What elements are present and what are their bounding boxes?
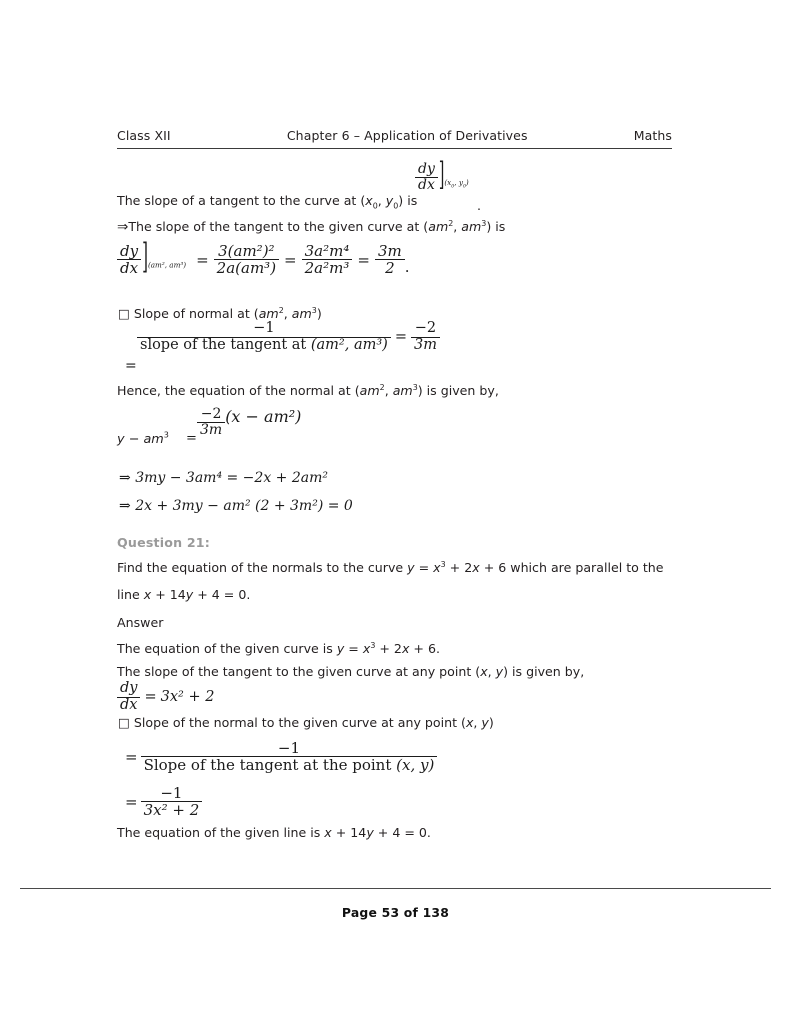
text-am3-base: am (461, 219, 482, 234)
text-x-var-2: x (401, 641, 410, 656)
text-minus: − (124, 432, 144, 447)
text-question-pre: Find the equation of the normals to the curve (117, 560, 408, 575)
question-label: Question 21: (117, 535, 211, 550)
expression-x-minus-am2: (x − am²) (225, 407, 302, 426)
fraction-numerator: 3(am²)² (218, 242, 275, 260)
fraction-denominator: 2a²m³ (302, 259, 353, 276)
formula-step-2 (119, 498, 353, 514)
text-y-var: y (481, 715, 489, 730)
paragraph-hence-normal-equation (117, 380, 499, 399)
formula-step-1 (119, 470, 328, 486)
fraction-dy-dx-2 (117, 243, 141, 276)
formula-dydx-equals (117, 680, 214, 713)
text-y-var: y (366, 825, 374, 840)
fraction-numerator: −2 (200, 406, 222, 422)
page-header (117, 128, 672, 143)
paragraph-given-line-equation (117, 822, 431, 841)
equals-sign: = (394, 329, 407, 346)
equals-sign: = (144, 689, 157, 706)
fraction-numerator: 3m (377, 242, 402, 260)
text-hence-pre: Hence, the equation of the normal at ( (117, 383, 360, 398)
text-am3-exp: 3 (311, 305, 317, 315)
text-x-exp: 3 (440, 559, 446, 569)
fraction-numerator: −1 (160, 784, 183, 802)
text-slope-tangent-pre: The slope of a tangent to the curve at ( (117, 193, 366, 208)
equals-sign: = (284, 250, 297, 269)
text-plus-14: + 14 (331, 825, 367, 840)
fraction-denominator: 2 (375, 259, 405, 276)
text-x0-sub: 0 (372, 201, 378, 211)
text-am2-exp: 2 (278, 305, 284, 315)
paragraph-given-curve-equation (117, 638, 440, 657)
text-y-var: y (185, 587, 194, 602)
fraction-minus1-over-3x2plus2 (141, 785, 203, 818)
text-x-var-2: x (472, 560, 480, 575)
text-y-var: y (407, 560, 415, 575)
equals-sign: = (125, 747, 138, 766)
fraction-second (302, 243, 353, 276)
text-x-var: x (143, 587, 152, 602)
fraction-denominator: dx (415, 177, 438, 193)
subscript-point-x0y0: (x0, y0) (444, 178, 469, 190)
text-equals: = (344, 641, 363, 656)
fraction-dy-dx-3 (117, 681, 140, 713)
implies-arrow-icon: ⇒ (117, 219, 129, 235)
text-x-exp: 3 (370, 640, 376, 650)
text-x-var: x (465, 715, 474, 730)
text-given-curve-pre: The equation of the given curve is (117, 641, 337, 656)
text-question-tail: + 6 which are parallel to the (479, 560, 664, 575)
text-hence-post: ) is given by, (417, 383, 499, 398)
text-x0-var: x (365, 193, 373, 208)
formula-tangent-slope-evaluation (117, 235, 410, 278)
equals-sign: = (186, 431, 197, 446)
text-slope-tangent-post: ) is (398, 193, 418, 208)
fraction-numerator: dy (418, 161, 435, 177)
fraction-normal-slope (137, 321, 391, 353)
dydx-group (117, 235, 187, 278)
question-21-line-1 (117, 557, 664, 576)
denominator-text: Slope of the tangent at the point (143, 756, 392, 775)
fraction-dy-dx (415, 162, 438, 193)
fraction-minus2-over-3m (411, 321, 440, 353)
fraction-numerator: dy (120, 680, 138, 696)
text-close-paren: ) (316, 306, 322, 321)
formula-normal-any-fraction (125, 740, 437, 773)
formula-normal-equation-rhs (197, 406, 301, 438)
text-am2-exp: 2 (448, 218, 454, 228)
text-am3-base: am (291, 306, 312, 321)
implies-arrow-icon: ⇒ (119, 498, 131, 514)
equation-step-2: 2x + 3my − am² (2 + 3m²) = 0 (135, 498, 353, 514)
text-given-curve-comma: , (453, 219, 462, 234)
text-y-var: y (117, 432, 125, 447)
equation-step-1: 3my − 3am⁴ = −2x + 2am² (135, 470, 328, 486)
equals-sign: = (357, 250, 370, 269)
formula-normal-slope (137, 320, 440, 353)
fraction-denominator: 3m (197, 422, 225, 438)
fraction-normal-any (141, 740, 438, 773)
fraction-numerator: −2 (414, 320, 437, 336)
expression-3x2-plus-2: 3x² + 2 (160, 689, 215, 706)
header-subject-label: Maths (633, 128, 672, 143)
formula-dydx-at-point (415, 156, 469, 194)
text-plus-2: + 2 (445, 560, 473, 575)
evaluation-bracket-icon: ] (438, 156, 445, 194)
text-slope-normal-any-pre: Slope of the normal to the given curve at any point ( (133, 715, 466, 730)
text-am3-exp: 3 (481, 218, 487, 228)
footer-divider (20, 888, 771, 889)
text-given-line-pre: The equation of the given line is (117, 825, 325, 840)
fraction-denominator: 2a(am³) (214, 259, 279, 276)
text-am-exp: 3 (163, 430, 169, 440)
equals-sign: = (196, 250, 209, 269)
denominator-text: slope of the tangent at (140, 336, 307, 353)
fraction-denominator: 3x² + 2 (141, 801, 203, 818)
question-21-line-2 (117, 584, 250, 603)
text-x-var: x (362, 641, 371, 656)
text-plus-14: + 14 (151, 587, 186, 602)
fraction-third (375, 243, 405, 276)
header-class-label: Class XII (117, 128, 171, 143)
fraction-denominator: 3m (411, 337, 440, 354)
text-slope-normal-any-post: ) (488, 715, 494, 730)
text-am2-exp: 2 (379, 382, 385, 392)
text-plus-2: + 2 (375, 641, 402, 656)
fraction-denominator: dx (117, 697, 140, 714)
header-chapter-title: Chapter 6 – Application of Derivatives (286, 128, 528, 143)
denominator-point: (am², am³) (310, 336, 388, 353)
paragraph-given-curve-slope (117, 216, 505, 235)
text-am2-base: am (258, 306, 279, 321)
text-am-base: am (143, 432, 164, 447)
text-slope-any-pre: The slope of the tangent to the given curve at any point ( (117, 664, 481, 679)
text-slope-comma: , (377, 193, 386, 208)
text-given-line-tail: + 4 = 0. (373, 825, 431, 840)
page-number-label: Page 53 of 138 (341, 905, 450, 920)
equals-normal-equation (186, 431, 197, 446)
subscript-eval-point: (am², am³) (147, 260, 187, 270)
text-line-pre: line (117, 587, 144, 602)
text-x-var: x (433, 560, 441, 575)
text-am3-exp: 3 (412, 382, 418, 392)
implies-arrow-icon: ⇒ (119, 470, 131, 486)
text-given-curve-post: ) is (486, 219, 506, 234)
formula-normal-any-simplified (125, 785, 202, 818)
text-am2-base: am (359, 383, 380, 398)
equals-sign: = (125, 358, 137, 374)
text-y-var: y (336, 641, 345, 656)
fraction-minus2-over-3m-2 (197, 407, 225, 438)
text-y0-var: y (385, 193, 394, 208)
fraction-first (214, 243, 279, 276)
text-slope-any-post: ) is given by, (503, 664, 585, 679)
text-x-var: x (480, 664, 488, 679)
answer-label: Answer (117, 615, 164, 630)
fraction-denominator (141, 756, 438, 773)
fraction-numerator: dy (120, 242, 139, 260)
formula-normal-equation (117, 428, 169, 447)
text-given-curve-pre: The slope of the tangent to the given curve at ( (128, 219, 429, 234)
fraction-denominator (137, 337, 391, 354)
answer-heading (117, 612, 163, 631)
text-y-var: y (495, 664, 504, 679)
fraction-numerator: −1 (253, 320, 275, 336)
text-comma: , (384, 383, 393, 398)
therefore-box-icon: □ (118, 715, 130, 730)
text-slope-normal-pre: Slope of normal at ( (133, 306, 259, 321)
paragraph-slope-any-point (117, 661, 584, 680)
header-divider (117, 148, 672, 149)
equals-sign: = (125, 792, 138, 811)
fraction-denominator: dx (117, 259, 141, 276)
text-comma: , (473, 715, 482, 730)
fraction-numerator: 3a²m⁴ (304, 242, 350, 260)
paragraph-slope-tangent-intro (117, 190, 417, 209)
text-equals: = (414, 560, 434, 575)
period-after-formula: . (477, 198, 482, 213)
fraction-numerator: −1 (277, 739, 301, 757)
text-y0-sub: 0 (393, 201, 399, 211)
text-x-var: x (324, 825, 332, 840)
equals-normal-slope (125, 358, 137, 374)
paragraph-slope-normal-any-point (118, 712, 494, 731)
text-given-curve-tail: + 6. (409, 641, 440, 656)
question-21-heading (117, 532, 210, 551)
trailing-period: . (404, 258, 410, 277)
text-line-tail: + 4 = 0. (193, 587, 251, 602)
text-am3-base: am (392, 383, 413, 398)
text-comma: , (283, 306, 292, 321)
text-am2-base: am (428, 219, 449, 234)
evaluation-bracket-icon: ] (142, 235, 148, 278)
therefore-box-icon: □ (118, 306, 130, 321)
denominator-point: (x, y) (396, 756, 435, 775)
text-comma: , (487, 664, 496, 679)
